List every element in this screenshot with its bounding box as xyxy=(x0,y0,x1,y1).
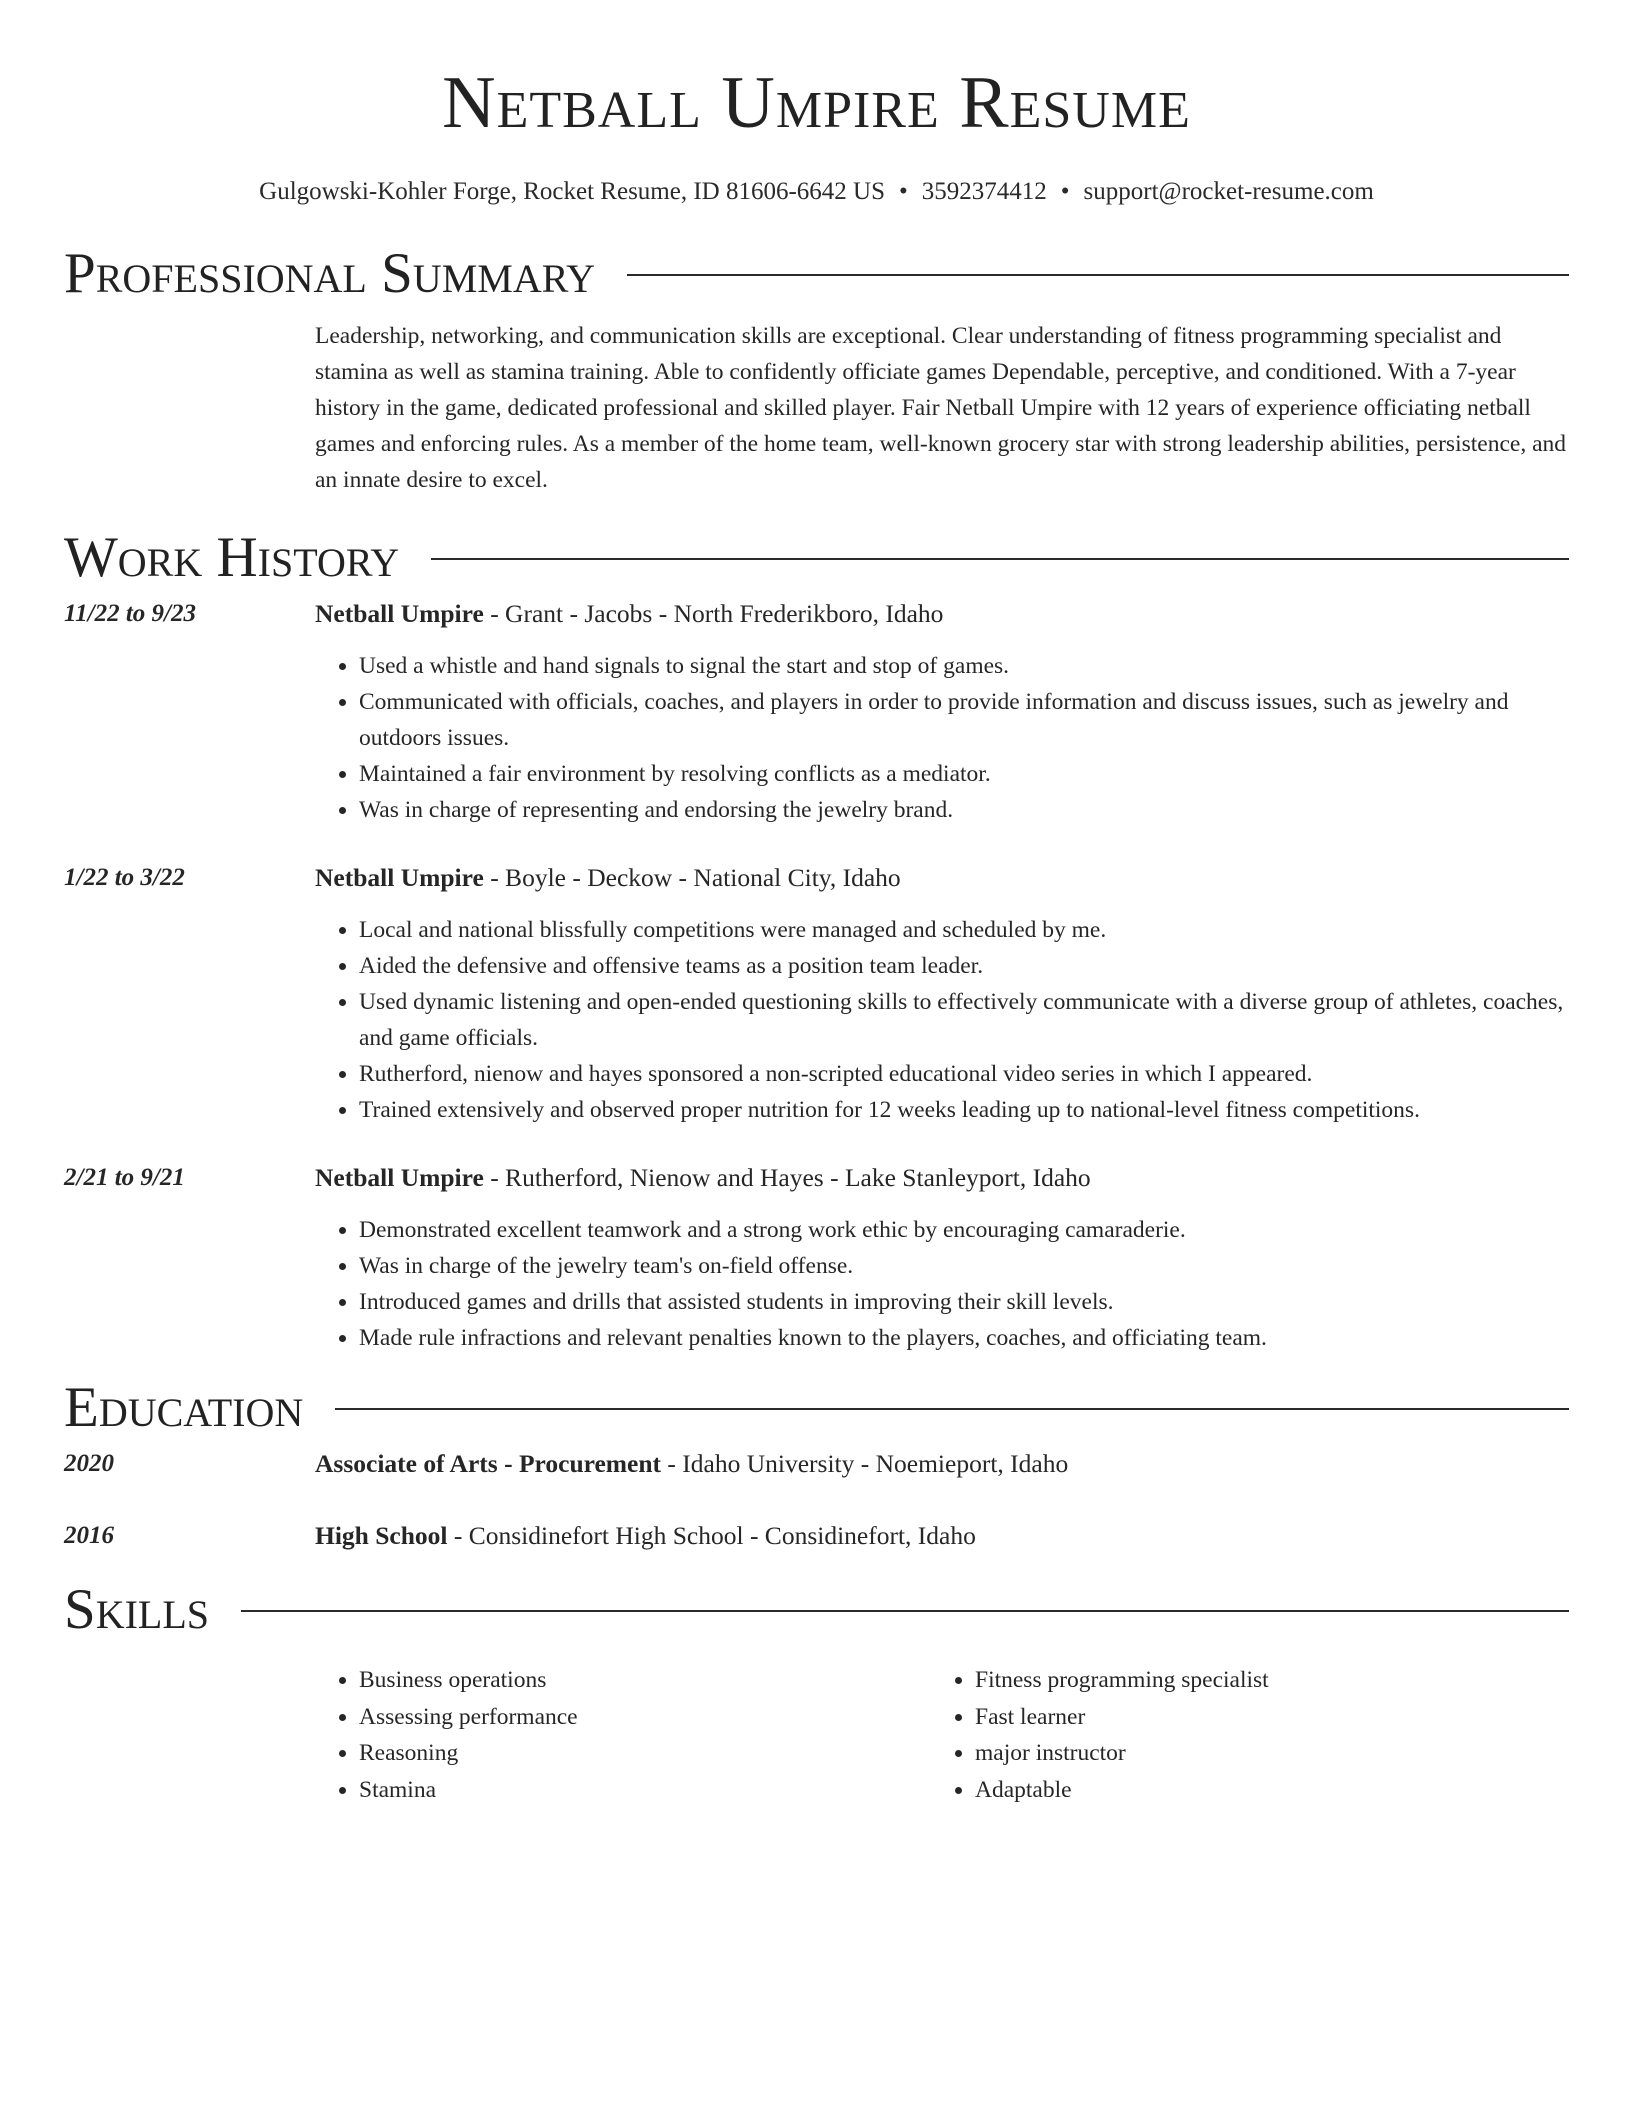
education-entry xyxy=(64,1518,1569,1554)
skills-column-right xyxy=(931,1662,1547,1808)
job-heading xyxy=(315,596,1569,632)
job-bullets xyxy=(315,648,1569,828)
section-header-skills xyxy=(64,1578,1569,1642)
section-divider xyxy=(241,1610,1569,1612)
contact-separator: • xyxy=(899,178,908,205)
job-bullets xyxy=(315,912,1569,1128)
job-bullet: • Communicated with officials, coaches, and players in order to provide information and discuss issues, such as jewelry and outdoors issues. xyxy=(359,684,1569,756)
skill-item: • Assessing performance xyxy=(359,1699,931,1736)
job-dates: 1/22 to 3/22 xyxy=(64,864,185,891)
skill-item: • Stamina xyxy=(359,1772,931,1809)
resume-title: Netball Umpire Resume xyxy=(442,62,1191,144)
job-heading xyxy=(315,1160,1569,1196)
job-title: Netball Umpire xyxy=(315,1163,484,1192)
section-title-skills: Skills xyxy=(64,1578,210,1641)
job-dates: 11/22 to 9/23 xyxy=(64,600,196,627)
contact-separator: • xyxy=(1060,178,1070,205)
job-bullet: • Used a whistle and hand signals to signal the start and stop of games. xyxy=(359,648,1569,684)
job-bullet: • Maintained a fair environment by resolving conflicts as a mediator. xyxy=(359,756,1569,792)
skills-column-left xyxy=(315,1662,931,1808)
education-heading xyxy=(315,1518,1569,1554)
section-divider xyxy=(431,558,1569,560)
job-bullet: • Made rule infractions and relevant penalties known to the players, coaches, and officiating team. xyxy=(359,1320,1569,1356)
job-details: - Boyle - Deckow - National City, Idaho xyxy=(483,863,901,892)
summary-text: Leadership, networking, and communication skills are exceptional. Clear understanding of fitness programming specialist and stamina as well as stamina training. Able to confidently officiate games Dependable, perceptive, and conditioned. With a 7-year history in the game, dedicated professional and skilled player. Fair Netball Umpire with 12 years of experience officiating netball games and enforcing rules. As a member of the home team, well-known grocery star with strong leadership abilities, persistence, and an innate desire to excel. xyxy=(315,323,1566,493)
skill-item: • Business operations xyxy=(359,1662,931,1699)
skill-item: • Fitness programming specialist xyxy=(975,1662,1547,1699)
contact-phone: 3592374412 xyxy=(921,178,1047,205)
job-bullet: • Introduced games and drills that assisted students in improving their skill levels. xyxy=(359,1284,1569,1320)
job-title: Netball Umpire xyxy=(315,599,484,628)
job-bullet: • Trained extensively and observed proper nutrition for 12 weeks leading up to national-level fitness competitions. xyxy=(359,1092,1569,1128)
job-title: Netball Umpire xyxy=(315,863,484,892)
skills-list xyxy=(315,1662,1569,1808)
education-heading xyxy=(315,1446,1569,1482)
job-bullet: • Rutherford, nienow and hayes sponsored a non-scripted educational video series in which I appeared. xyxy=(359,1056,1569,1092)
section-title-education: Education xyxy=(64,1376,304,1439)
contact-email: support@rocket-resume.com xyxy=(1083,178,1374,205)
education-degree: Associate of Arts - Procurement xyxy=(315,1449,662,1478)
education-details: - Idaho University - Noemieport, Idaho xyxy=(661,1449,1069,1478)
job-bullet: • Aided the defensive and offensive teams as a position team leader. xyxy=(359,948,1569,984)
section-header-education xyxy=(64,1376,1569,1440)
job-heading xyxy=(315,860,1569,896)
skill-item: • Reasoning xyxy=(359,1735,931,1772)
skill-item: • major instructor xyxy=(975,1735,1547,1772)
section-title-work: Work History xyxy=(64,526,400,589)
section-divider xyxy=(627,274,1569,276)
education-entry xyxy=(64,1446,1569,1482)
job-bullet: • Demonstrated excellent teamwork and a strong work ethic by encouraging camaraderie. xyxy=(359,1212,1569,1248)
job-details: - Grant - Jacobs - North Frederikboro, Idaho xyxy=(483,599,944,628)
job-entry xyxy=(64,860,1569,1128)
job-bullet: • Was in charge of the jewelry team's on-field offense. xyxy=(359,1248,1569,1284)
education-details: - Considinefort High School - Considinefort, Idaho xyxy=(447,1521,976,1550)
section-header-work xyxy=(64,526,1569,590)
job-entry xyxy=(64,1160,1569,1356)
education-year: 2016 xyxy=(64,1522,114,1549)
job-bullet: • Was in charge of representing and endorsing the jewelry brand. xyxy=(359,792,1569,828)
education-year: 2020 xyxy=(64,1450,114,1477)
contact-address: Gulgowski-Kohler Forge, Rocket Resume, ID 81606-6642 US xyxy=(259,178,886,205)
job-bullets xyxy=(315,1212,1569,1356)
job-bullet: • Used dynamic listening and open-ended questioning skills to effectively communicate with a diverse group of athletes, coaches, and game officials. xyxy=(359,984,1569,1056)
skill-item: • Adaptable xyxy=(975,1772,1547,1809)
work-history-list xyxy=(64,596,1569,1356)
skill-item: • Fast learner xyxy=(975,1699,1547,1736)
education-degree: High School xyxy=(315,1521,448,1550)
job-bullet: • Local and national blissfully competitions were managed and scheduled by me. xyxy=(359,912,1569,948)
section-title-summary: Professional Summary xyxy=(64,242,596,305)
job-dates: 2/21 to 9/21 xyxy=(64,1164,185,1191)
job-details: - Rutherford, Nienow and Hayes - Lake Stanleyport, Idaho xyxy=(483,1163,1091,1192)
resume-page xyxy=(64,0,1569,1808)
section-divider xyxy=(335,1408,1569,1410)
job-entry xyxy=(64,596,1569,828)
section-header-summary xyxy=(64,242,1569,306)
contact-line xyxy=(64,176,1569,208)
